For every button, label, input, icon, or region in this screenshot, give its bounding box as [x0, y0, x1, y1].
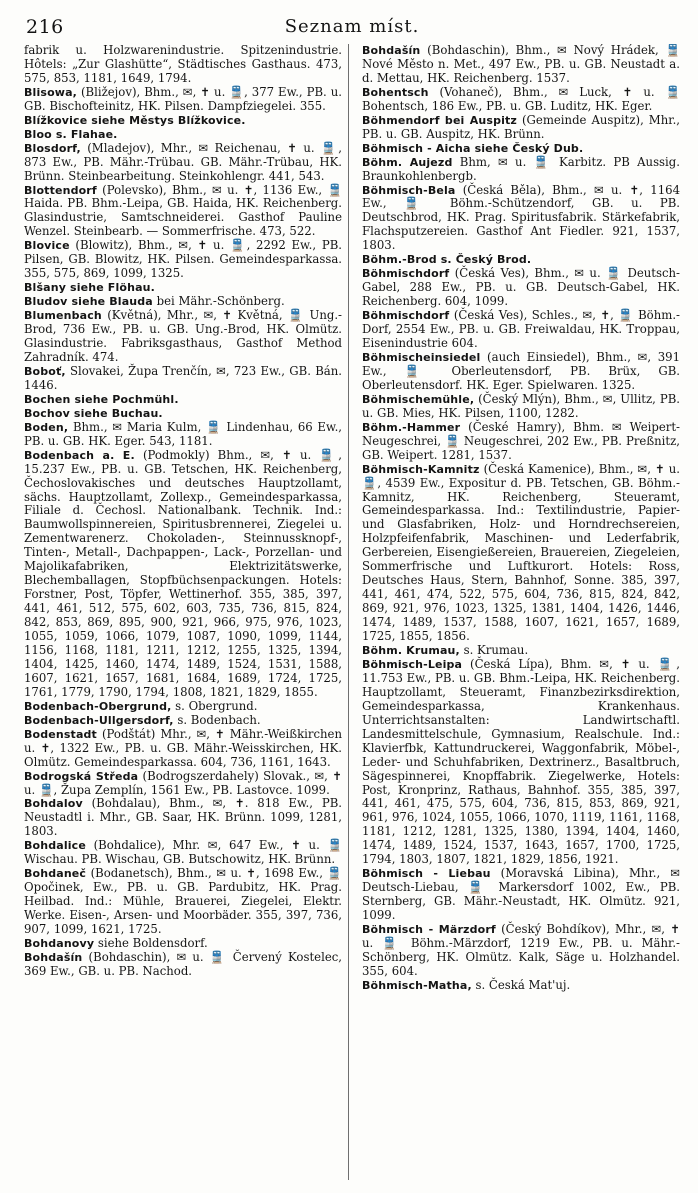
place-name: Böhm. Krumau, — [362, 643, 460, 657]
place-description: (Bohdaschin), Bhm., ✉ Nový Hrádek, 🚆 Nové Město n. Met., 497 Ew., PB. u. GB. Neustadt a. d. Mettau, HK. Reichenberg. 1537. — [362, 44, 680, 85]
place-entry — [362, 156, 680, 184]
place-entry — [24, 184, 342, 240]
place-entry — [362, 142, 680, 156]
place-description: (Podmokly) Bhm., ✉, ✝ u. 🚆, 15.237 Ew., PB. u. GB. Tetschen, HK. Reichenberg, Čechoslovakisches und deutsches Hauptzollamt, sächs. Hauptzollamt, Zollexp., Gemeindesparkassa, Filiale d. Čechosl. Nationalbank. Technik. Ind.: Baumwollspinnereien, Spiritusbrennerei, Ziegelei u. Zementwarenerz. Chokoladen-, Steinnussknopf-, Tinten-, Metall-, Dachpappen-, Lack-, Porzellan- und Majolikafabriken, Elektrizitätswerke, Blechemballagen, Stopfbüchsenpackungen. Hotels: Forstner, Post, Töpfer, Wettinerhof. 355, 385, 397, 441, 461, 512, 575, 602, 603, 735, 736, 815, 824, 842, 853, 869, 895, 900, 921, 966, 975, 976, 1023, 1055, 1059, 1066, 1079, 1087, 1090, 1099, 1144, 1156, 1168, 1181, 1211, 1212, 1255, 1325, 1394, 1404, 1425, 1460, 1474, 1489, 1524, 1531, 1588, 1607, 1621, 1657, 1681, 1684, 1689, 1724, 1725, 1761, 1779, 1790, 1794, 1808, 1821, 1829, 1855. — [24, 447, 343, 699]
place-entry — [362, 44, 680, 86]
place-description: (Bližejov), Bhm., ✉, ✝ u. 🚆, 377 Ew., PB. u. GB. Bischofteinitz, HK. Pilsen. Dampfziegelei. 355. — [24, 84, 342, 113]
place-entry — [24, 142, 342, 184]
place-entry — [24, 728, 342, 770]
place-name: Blisowa, — [24, 85, 77, 99]
place-description: (Moravská Libina), Mhr., ✉ Deutsch-Liebau, 🚆 Markersdorf 1002, Ew., PB. Sternberg, GB. Mähr.-Neustadt, HK. Olmütz. 921, 1099. — [362, 866, 680, 923]
page-title: Seznam míst. — [284, 16, 420, 37]
place-entry — [24, 128, 342, 142]
place-name: Böhmisch - Märzdorf — [362, 923, 496, 937]
place-name: Böhmisch-Matha, — [362, 978, 472, 992]
place-entry — [362, 309, 680, 351]
place-entry — [362, 463, 680, 644]
place-name: Böhmendorf bei Auspitz — [362, 113, 517, 127]
place-name: Böhmischemühle, — [362, 392, 475, 406]
place-description: (České Hamry), Bhm. ✉ Weipert-Neugeschrei, 🚆 Neugeschrei, 202 Ew., PB. Preßnitz, GB. Weipert. 1281, 1537. — [362, 419, 680, 462]
place-description: s. Obergrund. — [175, 698, 258, 713]
place-description: fabrik u. Holzwarenindustrie. Spitzenindustrie. Hôtels: „Zur Glashütte“, Städtisches Gasthaus. 473, 575, 853, 1181, 1649, 1794. — [24, 44, 342, 85]
place-description: Bhm, ✉ u. 🚆 Karbitz. PB Aussig. Braunkohlenbergb. — [362, 154, 680, 183]
place-entry — [24, 86, 342, 114]
left-column — [24, 44, 349, 1180]
place-name: Bodenstadt — [24, 727, 97, 741]
place-entry — [24, 951, 342, 979]
place-entry — [24, 797, 342, 839]
place-description: (Česká Ves), Bhm., ✉ u. 🚆 Deutsch-Gabel, 288 Ew., PB. u. GB. Deutsch-Gabel, HK. Reichenberg. 604, 1099. — [362, 266, 680, 309]
place-description: (Bohdaschin), ✉ u. 🚆 Červený Kostelec, 369 Ew., GB. u. PB. Nachod. — [24, 949, 342, 978]
place-description: s. Krumau. — [463, 642, 529, 657]
place-entry — [24, 393, 342, 407]
place-description: (Gemeinde Auspitz), Mhr., PB. u. GB. Auspitz, HK. Brünn. — [362, 112, 680, 141]
place-entry — [362, 267, 680, 309]
place-description: (Blowitz), Bhm., ✉, ✝ u. 🚆, 2292 Ew., PB. Pilsen, GB. Blowitz, HK. Pilsen. Gemeindesparkassa. 355, 575, 869, 1099, 1325. — [24, 238, 342, 281]
place-entry — [24, 714, 342, 728]
place-name: Böhmischdorf — [362, 267, 450, 281]
place-name: Bloo s. Flahae. — [24, 127, 118, 141]
place-name: Blumenbach — [24, 309, 102, 323]
place-name: Böhmisch-Bela — [362, 183, 456, 197]
place-name: Blšany siehe Flöhau. — [24, 281, 155, 295]
place-entry — [24, 839, 342, 867]
place-entry — [362, 393, 680, 421]
place-description: (Česká Ves), Schles., ✉, ✝, 🚆 Böhm.-Dorf, 2554 Ew., PB. u. GB. Freiwaldau, HK. Troppau, Eisenindustrie 604. — [362, 308, 680, 351]
place-name: Blosdorf, — [24, 141, 81, 155]
place-description: (Podštát) Mhr., ✉, ✝ Mähr.-Weißkirchen u. ✝, 1322 Ew., PB. u. GB. Mähr.-Weisskirchen, HK. Olmütz. Gemeindesparkassa. 604, 736, 1161, 1643. — [24, 726, 342, 769]
place-entry — [362, 644, 680, 658]
place-entry — [24, 281, 342, 295]
place-name: Bohdašín — [24, 950, 83, 964]
place-description: (Česká Lípa), Bhm. ✉, ✝ u. 🚆, 11.753 Ew., PB. u. GB. Bhm.-Leipa, HK. Reichenberg. Hauptzollamt, Steueramt, Finanzbezirksdirektion, Gemeindesparkassa, Krankenhaus. Unterrichtsanstalten: Landwirtschaftl. Landesmittelschule, Gymnasium, Realschule. Ind.: Klavierfbk, Kattundruckerei, Waggonfabrik, Möbel-, Leder- und Schuhfabriken, Dextrinerz., Basaltbruch, Sägespinnerei, Knopffabrik. Ziegelwerke, Hotels: Post, Kronprinz, Rathaus, Bahnhof. 355, 385, 397, 441, 461, 475, 575, 604, 736, 815, 853, 869, 921, 961, 976, 1024, 1055, 1066, 1070, 1119, 1161, 1168, 1181, 1212, 1281, 1325, 1380, 1394, 1404, 1460, 1474, 1489, 1524, 1537, 1643, 1657, 1700, 1725, 1794, 1803, 1807, 1821, 1829, 1856, 1921. — [362, 656, 680, 867]
place-name: Bohdašín — [362, 44, 421, 57]
running-head — [24, 10, 680, 44]
place-entry — [24, 114, 342, 128]
place-description: (Bodanetsch), Bhm., ✉ u. ✝, 1698 Ew., 🚆 Opočinek, Ew., PB. u. GB. Pardubitz, HK. Prag. Heilbad. Ind.: Mühle, Brauerei, Ziegelei, Elektr. Werke. Eisen-, Arsen- und Moorbäder. 355, 397, 736, 907, 1099, 1621, 1725. — [24, 866, 342, 937]
place-name: Bochen siehe Pochmühl. — [24, 392, 179, 406]
place-name: Böhmisch - Liebau — [362, 867, 491, 881]
place-entry — [24, 295, 342, 309]
place-name: Boboť, — [24, 364, 66, 378]
place-entry — [362, 658, 680, 867]
place-entry — [24, 867, 342, 937]
place-entry — [362, 184, 680, 254]
place-name: Bochov siehe Buchau. — [24, 406, 163, 420]
place-description: (Bodrogszerdahely) Slovak., ✉, ✝ u. 🚆, Župa Zemplín, 1561 Ew., PB. Lastovce. 1099. — [24, 768, 342, 797]
place-name: Böhmisch - Aicha siehe Český Dub. — [362, 141, 584, 155]
place-description: siehe Boldensdorf. — [97, 936, 208, 950]
place-entry — [362, 979, 680, 993]
place-entry — [24, 44, 342, 86]
place-entry — [24, 407, 342, 421]
place-description: (Český Bohdíkov), Mhr., ✉, ✝ u. 🚆 Böhm.-Märzdorf, 1219 Ew., PB. u. Mähr.-Schönberg, HK. Olmütz. Kalk, Säge u. Holzhandel. 355, 604. — [362, 922, 680, 978]
place-description: (Mladejov), Mhr., ✉ Reichenau, ✝ u. 🚆, 873 Ew., PB. Mähr.-Trübau. GB. Mähr.-Trübau, HK. Brünn. Steinbearbeitung. Steinkohlengr. 441, 543. — [24, 140, 342, 183]
place-name: Bohdanovy — [24, 937, 95, 950]
place-name: Bohentsch — [362, 85, 429, 99]
place-name: Böhm. Aujezd — [362, 155, 453, 169]
place-description: s. Bodenbach. — [177, 712, 261, 727]
place-name: Böhmischdorf — [362, 309, 450, 323]
place-name: Blovice — [24, 239, 70, 253]
place-entry — [24, 449, 342, 700]
place-name: Boden, — [24, 420, 69, 434]
place-name: Bodenbach-Ullgersdorf, — [24, 713, 174, 727]
place-description: (Česká Běla), Bhm., ✉ u. ✝, 1164 Ew., 🚆 Böhm.-Schützendorf, GB. u. PB. Deutschbrod, HK. Prag. Spiritusfabrik. Stärkefabrik, Flachsputzereien. Gasthof Ant Fiedler. 921, 1537, 1803. — [362, 182, 680, 253]
place-entry — [24, 770, 342, 798]
place-description: (Český Mlýn), Bhm., ✉, Ullitz, PB. u. GB. Mies, HK. Pilsen, 1100, 1282. — [362, 391, 680, 420]
place-name: Bodenbach-Obergrund, — [24, 699, 172, 713]
place-name: Bohdalice — [24, 839, 86, 853]
place-name: Blížkovice siehe Městys Blížkovice. — [24, 113, 246, 127]
place-entry — [362, 351, 680, 393]
place-name: Böhm.-Hammer — [362, 420, 461, 434]
place-entry — [362, 923, 680, 979]
place-name: Bodrogská Středa — [24, 769, 139, 783]
place-description: s. Česká Mat'uj. — [475, 977, 571, 992]
place-description: Bhm., ✉ Maria Kulm, 🚆 Lindenhau, 66 Ew., PB. u. GB. HK. Eger. 543, 1181. — [24, 419, 343, 448]
place-entry — [24, 700, 342, 714]
right-column — [358, 44, 680, 1180]
place-entry — [362, 86, 680, 114]
page-number: 216 — [26, 16, 64, 38]
place-entry — [362, 114, 680, 142]
place-description: (auch Einsiedel), Bhm., ✉, 391 Ew., 🚆 Oberleutensdorf, PB. Brüx, GB. Oberleutensdorf. HK. Eger. Spielwaren. 1325. — [362, 349, 680, 392]
two-column-listing — [24, 44, 680, 1180]
place-entry — [24, 937, 342, 951]
place-entry — [24, 309, 342, 365]
place-name: Böhmischeinsiedel — [362, 350, 481, 364]
place-description: (Vohaneč), Bhm., ✉ Luck, ✝ u. 🚆 Bohentsch, 186 Ew., PB. u. GB. Luditz, HK. Eger. — [362, 84, 680, 113]
place-entry — [24, 239, 342, 281]
place-description: Slovakei, Župa Trenčín, ✉, 723 Ew., GB. Bán. 1446. — [24, 363, 343, 392]
place-name: Bodenbach a. E. — [24, 448, 135, 462]
place-name: Böhmisch-Leipa — [362, 657, 463, 671]
place-entry — [24, 365, 342, 393]
place-name: Bludov siehe Blauda — [24, 295, 153, 309]
place-name: Bohdalov — [24, 797, 83, 811]
place-entry — [362, 867, 680, 923]
place-description: (Polevsko), Bhm., ✉ u. ✝, 1136 Ew., 🚆 Haida. PB. Bhm.-Leipa, GB. Haida, HK. Reichenberg. Glasindustrie, Samtschneiderei. Gasthof Pauline Wenzel. Steinbearb. — Sommerfrische. 473, 522. — [24, 182, 343, 239]
place-description: (Bohdalice), Mhr. ✉, 647 Ew., ✝ u. 🚆 Wischau. PB. Wischau, GB. Butschowitz, HK. Brünn. — [24, 838, 343, 867]
place-description: (Květná), Mhr., ✉, ✝ Květná, 🚆 Ung.-Brod, 736 Ew., PB. u. GB. Ung.-Brod, HK. Olmütz. Glasindustrie. Fabriksgasthaus, Gasthof Method Zahradník. 474. — [24, 308, 343, 364]
place-entry — [362, 253, 680, 267]
place-description: (Bohdalau), Bhm., ✉, ✝. 818 Ew., PB. Neustadtl i. Mhr., GB. Saar, HK. Brünn. 1099, 1281, 1803. — [24, 796, 342, 839]
place-entry — [24, 421, 342, 449]
place-description: (Česká Kamenice), Bhm., ✉, ✝ u. 🚆, 4539 Ew., Expositur d. PB. Tetschen, GB. Böhm.-Kamnitz, HK. Reichenberg, Steueramt, Gemeindesparkassa. Ind.: Textilindustrie, Papier- und Glasfabriken, Holz- und Horndrechsereien, Holzpfeifenfabrik, Maschinen- und Lederfabrik, Gerbereien, Eisengießereien, Brauereien, Ziegeleien, Sommerfrische und Luftkurort. Hotels: Ross, Deutsches Haus, Stern, Bahnhof, Sonne. 385, 397, 441, 461, 474, 522, 575, 604, 736, 815, 824, 842, 869, 921, 976, 1023, 1325, 1381, 1404, 1426, 1446, 1474, 1489, 1537, 1588, 1607, 1621, 1657, 1689, 1725, 1855, 1856. — [362, 461, 680, 644]
place-name: Bohdaneč — [24, 867, 87, 881]
place-name: Böhm.-Brod s. Český Brod. — [362, 253, 532, 267]
place-name: Böhmisch-Kamnitz — [362, 462, 480, 476]
place-description: bei Mähr.-Schönberg. — [156, 294, 285, 309]
place-name: Blottendorf — [24, 183, 97, 197]
place-entry — [362, 421, 680, 463]
